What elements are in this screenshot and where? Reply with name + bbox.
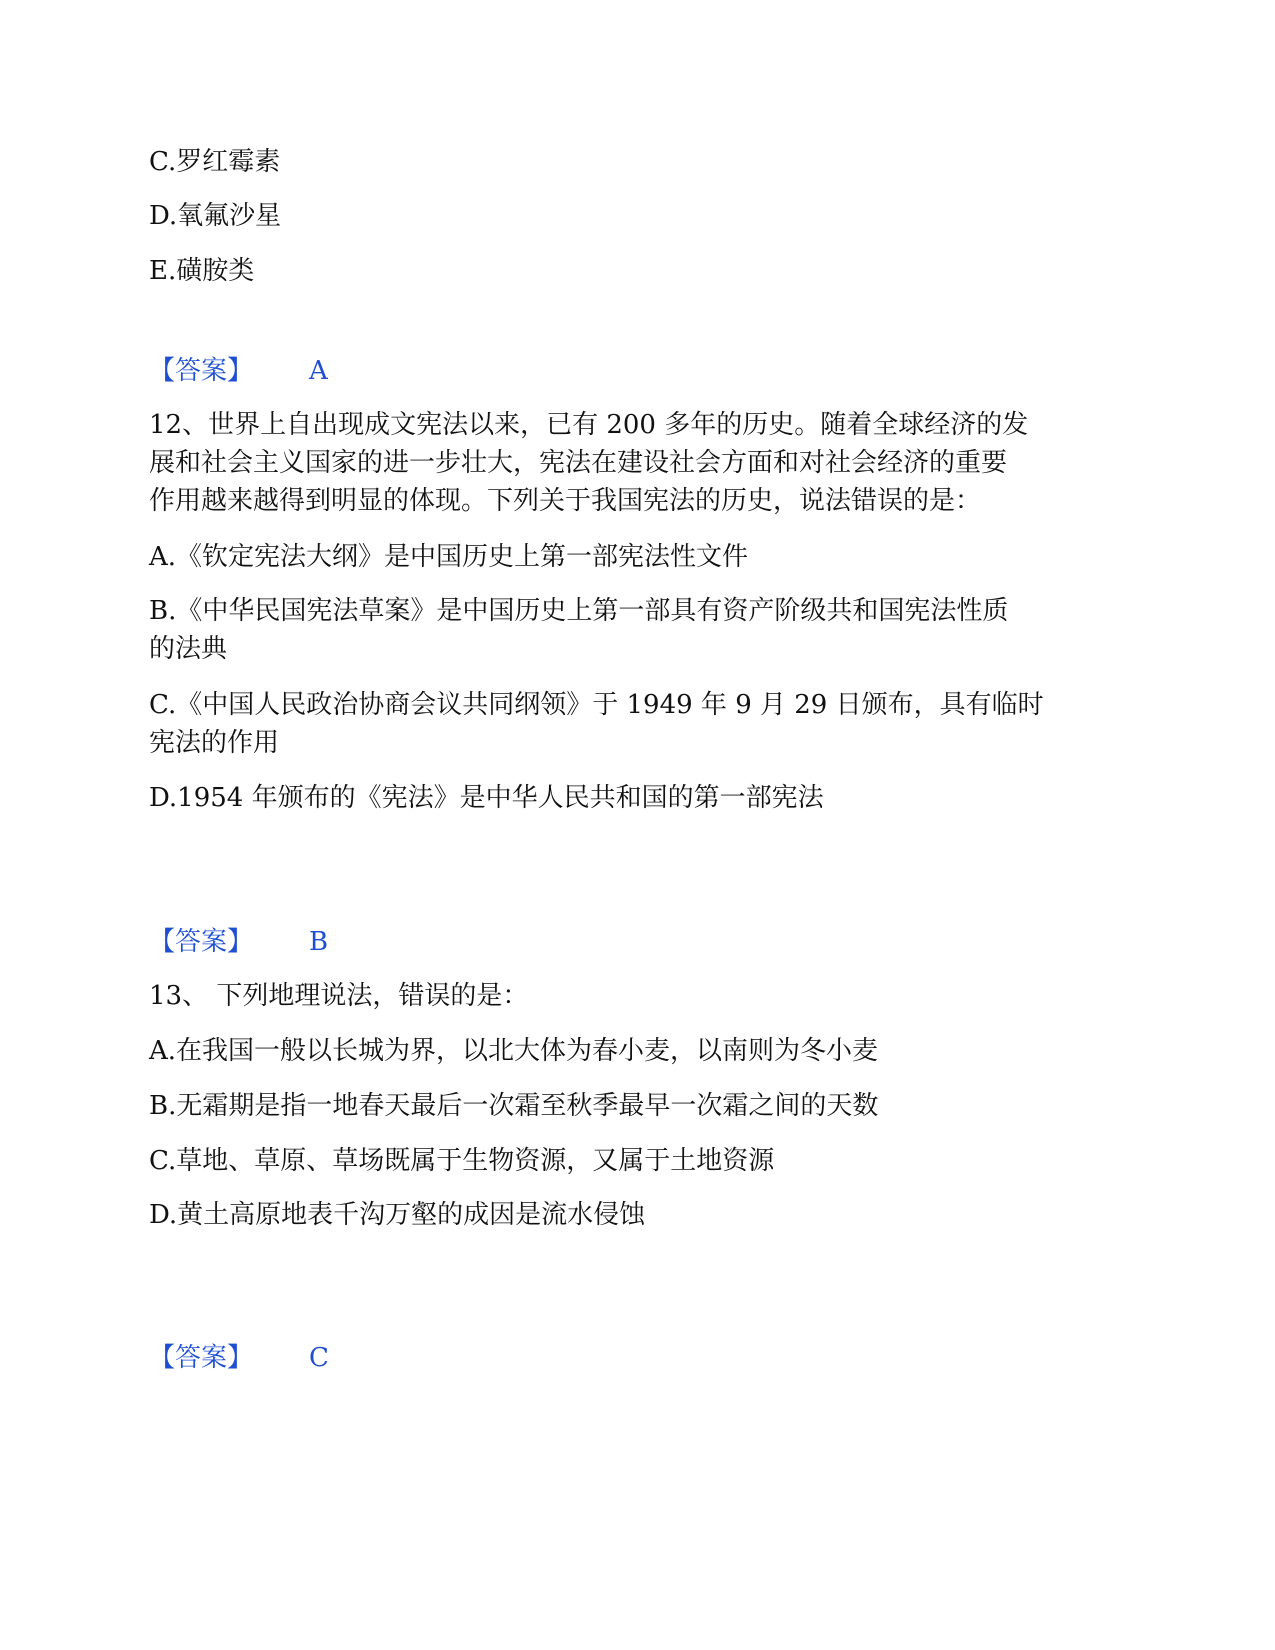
q12-stem-line-1: 12、世界上自出现成文宪法以来，已有 200 多年的历史。随着全球经济的发	[149, 410, 1029, 440]
q12-answer	[149, 923, 329, 961]
q12-option-c-line-1: C.《中国人民政治协商会议共同纲领》于 1949 年 9 月 29 日颁布，具有临时	[149, 690, 1044, 720]
q11-option-d: D.氧氟沙星	[149, 201, 282, 231]
answer-value: C	[309, 1343, 329, 1373]
q12-option-b-line-2: 的法典	[149, 634, 228, 664]
answer-label: 【答案】	[149, 927, 254, 957]
q13-stem: 13、 下列地理说法，错误的是：	[149, 981, 529, 1011]
q13-answer	[149, 1339, 329, 1377]
q13-option-c: C.草地、草原、草场既属于生物资源，又属于土地资源	[149, 1146, 775, 1176]
answer-label: 【答案】	[149, 356, 254, 386]
q12-stem-line-2: 展和社会主义国家的进一步壮大，宪法在建设社会方面和对社会经济的重要	[149, 448, 1008, 478]
q12-option-d: D.1954 年颁布的《宪法》是中华人民共和国的第一部宪法	[149, 783, 824, 813]
answer-value: A	[309, 356, 328, 386]
q12-option-c-line-2: 宪法的作用	[149, 728, 280, 758]
answer-label: 【答案】	[149, 1343, 254, 1373]
q12-option-a: A.《钦定宪法大纲》是中国历史上第一部宪法性文件	[149, 542, 749, 572]
q12-stem-line-3: 作用越来越得到明显的体现。下列关于我国宪法的历史，说法错误的是：	[149, 486, 982, 516]
q11-option-c: C.罗红霉素	[149, 147, 281, 177]
q13-option-a: A.在我国一般以长城为界，以北大体为春小麦，以南则为冬小麦	[149, 1036, 879, 1066]
q13-option-d: D.黄土高原地表千沟万壑的成因是流水侵蚀	[149, 1200, 646, 1230]
q12-option-b-line-1: B.《中华民国宪法草案》是中国历史上第一部具有资产阶级共和国宪法性质	[149, 596, 1009, 626]
answer-value: B	[309, 927, 329, 957]
q13-option-b: B.无霜期是指一地春天最后一次霜至秋季最早一次霜之间的天数	[149, 1091, 879, 1121]
q11-option-e: E.磺胺类	[149, 256, 255, 286]
q11-answer	[149, 352, 328, 390]
